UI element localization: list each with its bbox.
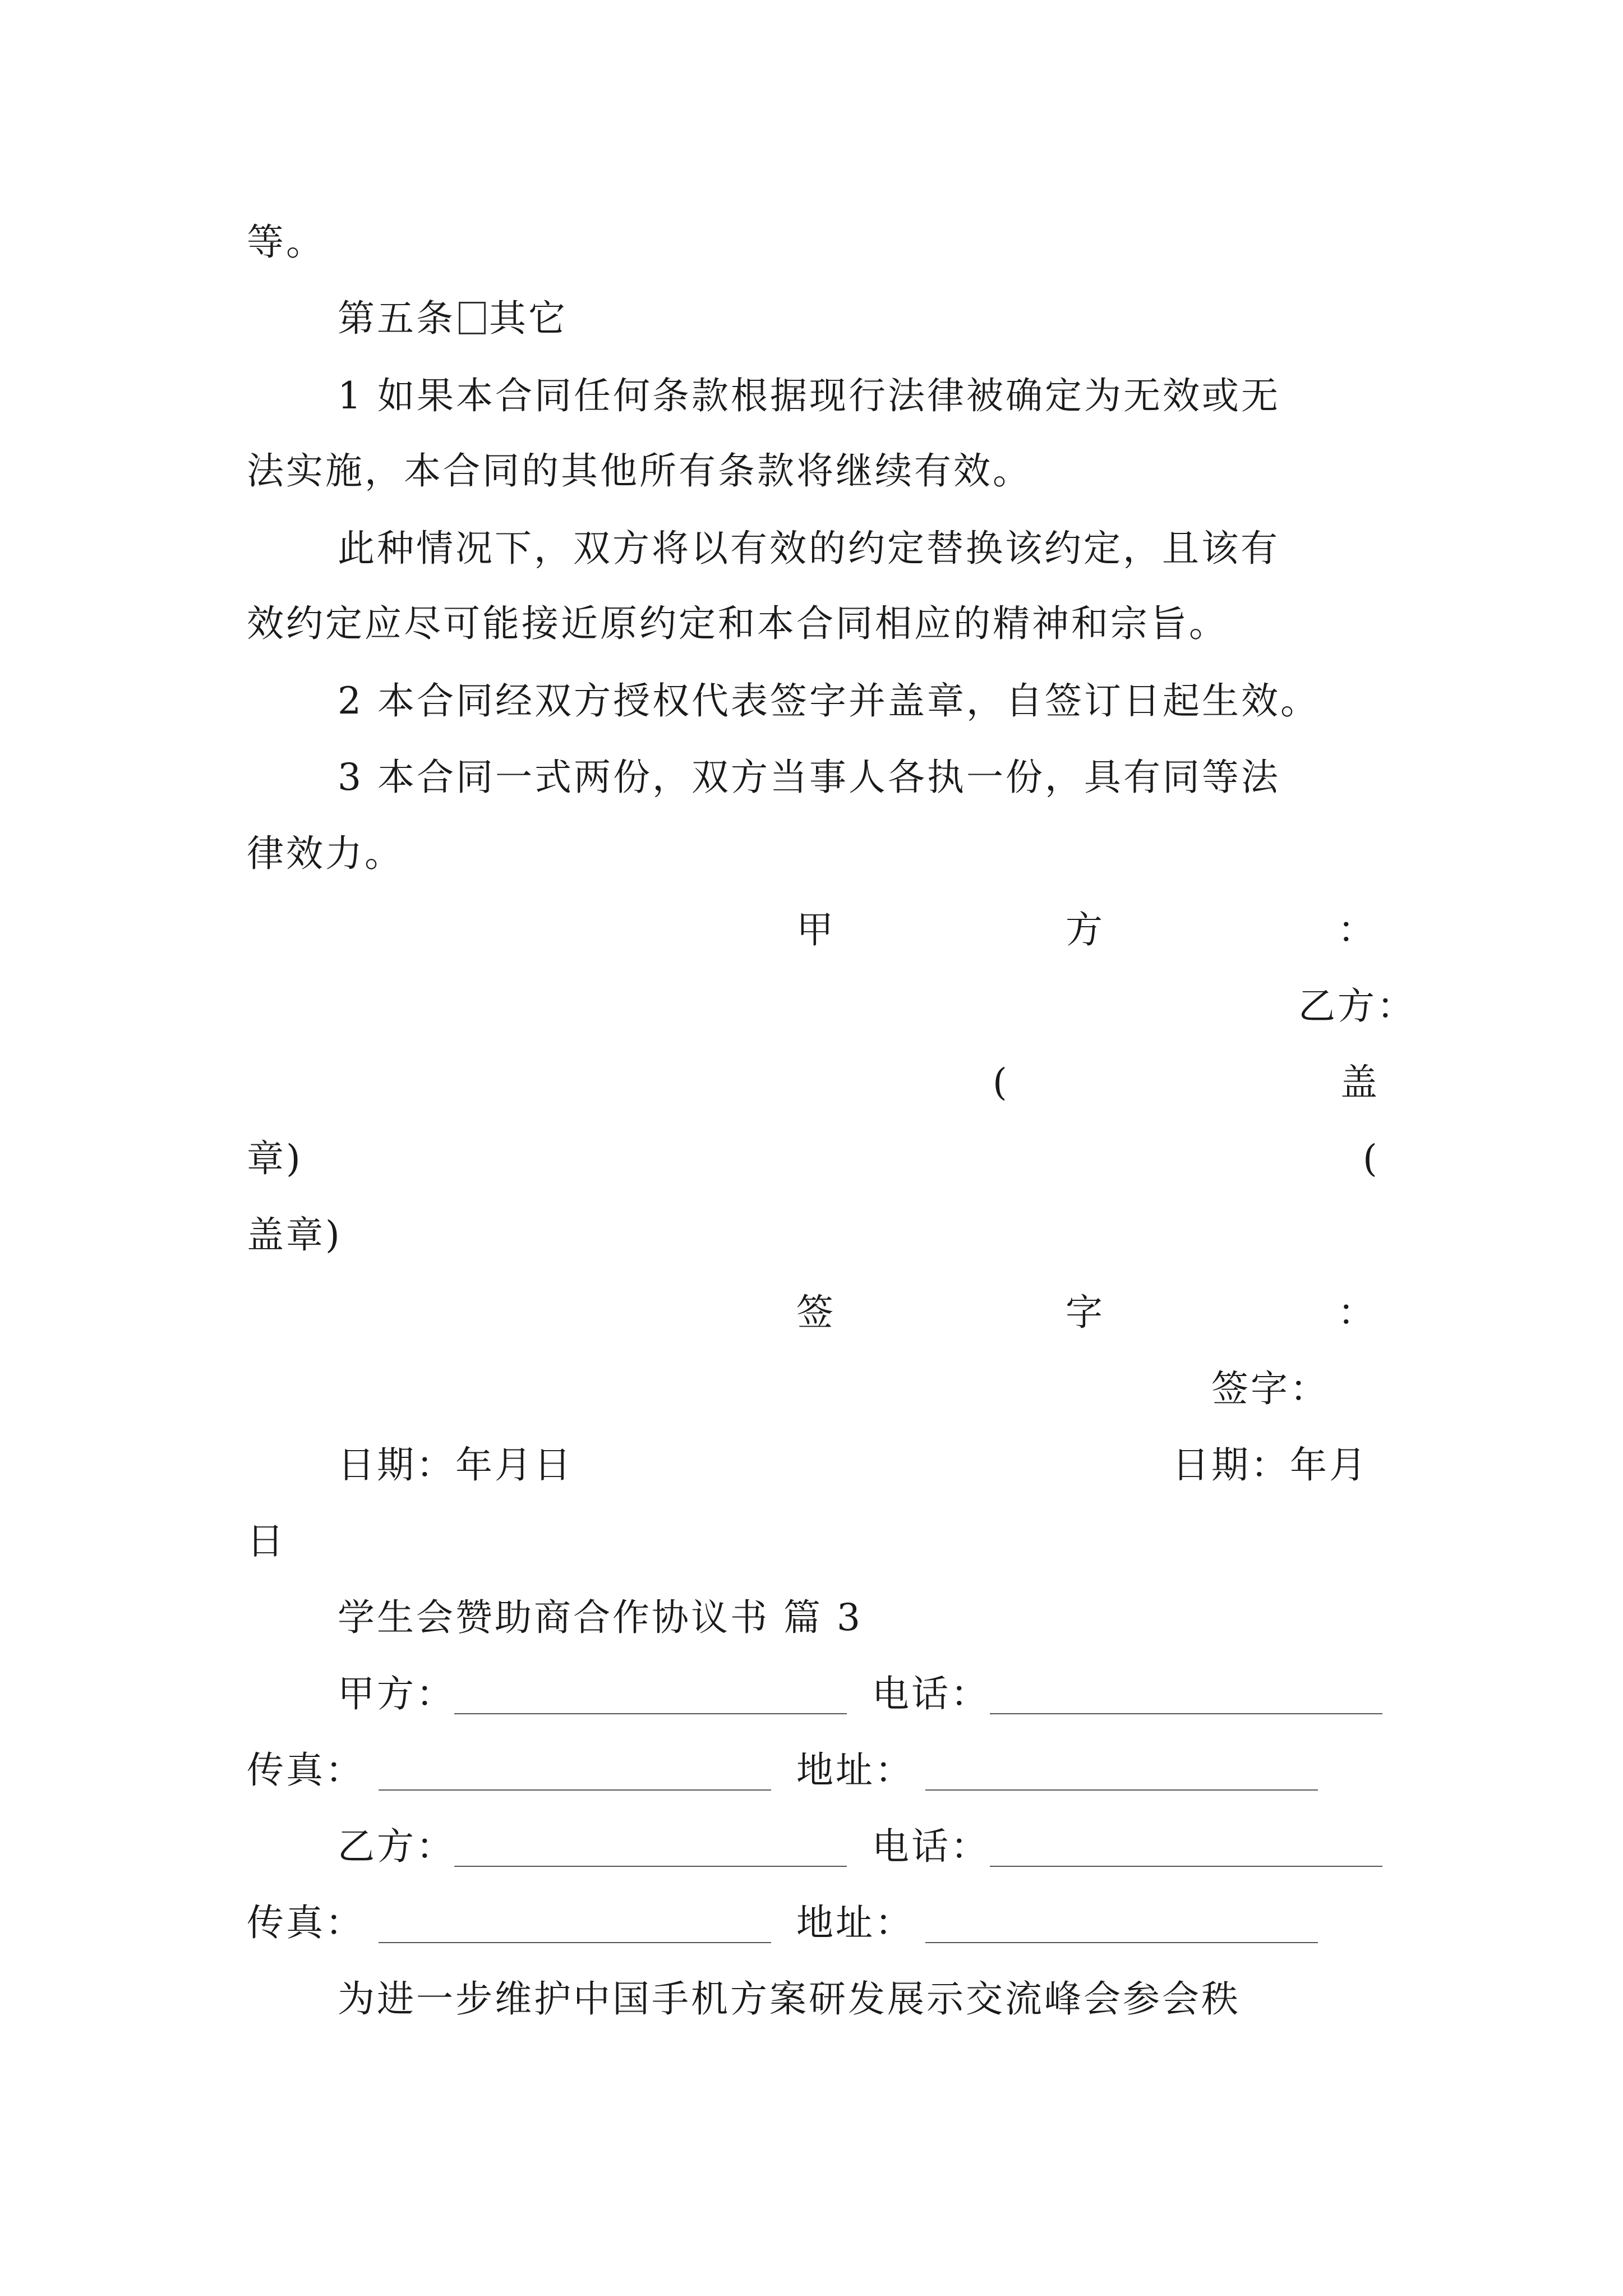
text-line: 1 如果本合同任何条款根据现行法律被确定为无效或无: [338, 374, 1280, 417]
text-line: 此种情况下，双方将以有效的约定替换该约定，且该有: [338, 527, 1280, 570]
signature-colon: ：: [1338, 1291, 1377, 1334]
fax-blank: [379, 1789, 771, 1791]
seal-close: 章): [247, 1137, 303, 1180]
signature-label-b: 签字：: [1211, 1367, 1329, 1410]
seal2-text: 盖章): [247, 1213, 342, 1257]
article-title: 其它: [489, 297, 568, 340]
date-right-continued: 日: [247, 1520, 286, 1563]
phone-blank-b: [990, 1866, 1382, 1867]
party-b-blank: [454, 1866, 847, 1867]
signature-label-2: 字: [1066, 1291, 1105, 1334]
text-line: 3 本合同一式两份，双方当事人各执一份，具有同等法: [338, 756, 1280, 799]
text-line: 2 本合同经双方授权代表签字并盖章，自签订日起生效。: [338, 679, 1320, 723]
text-line: 效约定应尽可能接近原约定和本合同相应的精神和宗旨。: [247, 602, 1228, 645]
party-a-field-label: 甲方：: [338, 1672, 455, 1715]
address-blank: [925, 1789, 1318, 1791]
missing-glyph-box: [459, 302, 486, 334]
party-a-blank: [454, 1713, 847, 1714]
address-field-label: 地址：: [796, 1749, 914, 1792]
phone-field-label: 电话：: [872, 1672, 990, 1715]
address-field-label-b: 地址：: [796, 1901, 914, 1944]
text-line: 等。: [247, 220, 325, 264]
text-line: 为进一步维护中国手机方案研发展示交流峰会参会秩: [338, 1977, 1241, 2021]
party-a-label-1: 甲: [796, 908, 836, 951]
article-heading: [338, 296, 568, 341]
phone-blank: [990, 1713, 1382, 1714]
seal-open-paren: (: [993, 1061, 1009, 1104]
fax-field-label: 传真：: [247, 1749, 365, 1792]
text-line: 法实施，本合同的其他所有条款将继续有效。: [247, 449, 1032, 493]
seal-char: 盖: [1340, 1061, 1380, 1104]
section-title: 学生会赞助商合作协议书 篇 3: [338, 1596, 863, 1639]
party-a-label-2: 方: [1066, 908, 1105, 951]
seal2-open-paren: (: [1363, 1137, 1380, 1180]
party-a-colon: ：: [1338, 908, 1377, 951]
phone-field-label-b: 电话：: [872, 1825, 990, 1868]
address-blank-b: [925, 1942, 1318, 1943]
fax-field-label-b: 传真：: [247, 1901, 365, 1944]
party-b-label: 乙方：: [1298, 984, 1416, 1028]
signature-label-1: 签: [796, 1291, 836, 1334]
text-line: 律效力。: [247, 832, 404, 875]
article-number: 第五条: [338, 297, 455, 340]
date-left: 日期：年月日: [338, 1443, 573, 1487]
date-right: 日期：年月: [1172, 1443, 1368, 1487]
party-b-field-label: 乙方：: [338, 1825, 455, 1868]
fax-blank-b: [379, 1942, 771, 1943]
